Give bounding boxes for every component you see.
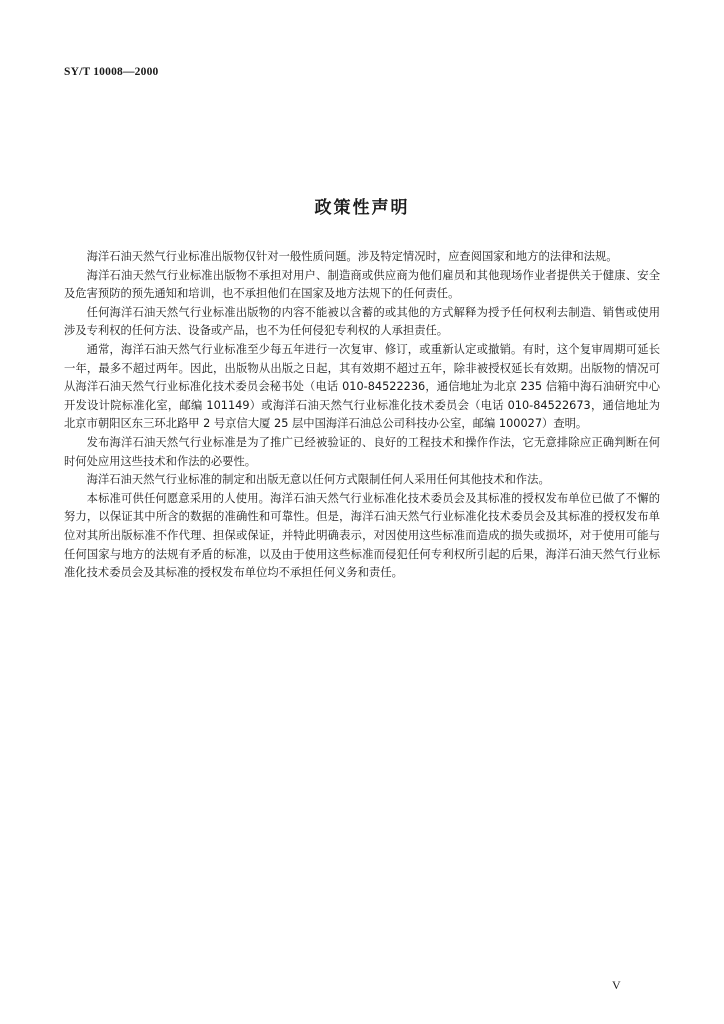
- paragraph: 本标准可供任何愿意采用的人使用。海洋石油天然气行业标准化技术委员会及其标准的授权发布单位已做了不懈的努力，以保证其中所含的数据的准确性和可靠性。但是，海洋石油天然气行业标准化技术委员会及其标准的授权发布单位对其所出版标准不作代理、担保或保证，并特此明确表示，对因使用这些标准而造成的损失或损坏，对于使用可能与任何国家与地方的法规有矛盾的标准，以及由于使用这些标准而侵犯任何专利权所引起的后果，海洋石油天然气行业标准化技术委员会及其标准的授权发布单位均不承担任何义务和责任。: [64, 491, 660, 580]
- paragraph: 通常，海洋石油天然气行业标准至少每五年进行一次复审、修订，或重新认定或撤销。有时，这个复审周期可延长一年，最多不超过两年。因此，出版物从出版之日起，其有效期不超过五年，除非被授权延长有效期。出版物的情况可从海洋石油天然气行业标准化技术委员会秘书处（电话 010-84522236，通信地址为北京 235 信箱中海石油研究中心开发设计院标准化室，邮编 101149）或海洋石油天然气行业标准化技术委员会（电话 010-84522673，通信地址为北京市朝阳区东三环北路甲 2 号京信大厦 25 层中国海洋石油总公司科技办公室，邮编 100027）查明。: [64, 342, 660, 431]
- policy-statement-body: [64, 248, 660, 583]
- paragraph: 海洋石油天然气行业标准出版物仅针对一般性质问题。涉及特定情况时，应查阅国家和地方的法律和法规。: [86, 250, 618, 263]
- paragraph: 海洋石油天然气行业标准出版物不承担对用户、制造商或供应商为他们雇员和其他现场作业者提供关于健康、安全及危害预防的预先通知和培训，也不承担他们在国家及地方法规下的任何责任。: [64, 268, 660, 301]
- paragraph: 发布海洋石油天然气行业标准是为了推广已经被验证的、良好的工程技术和操作作法，它无意排除应正确判断在何时何处应用这些技术和作法的必要性。: [64, 435, 660, 468]
- paragraph: 海洋石油天然气行业标准的制定和出版无意以任何方式限制任何人采用任何其他技术和作法。: [86, 473, 550, 487]
- page-title: 政策性声明: [314, 198, 410, 218]
- paragraph: 任何海洋石油天然气行业标准出版物的内容不能被以含蓄的或其他的方式解释为授予任何权利去制造、销售或使用涉及专利权的任何方法、设备或产品，也不为任何侵犯专利权的人承担责任。: [64, 305, 660, 338]
- standard-code: SY/T 10008—2000: [64, 66, 159, 78]
- page-number: V: [612, 978, 621, 992]
